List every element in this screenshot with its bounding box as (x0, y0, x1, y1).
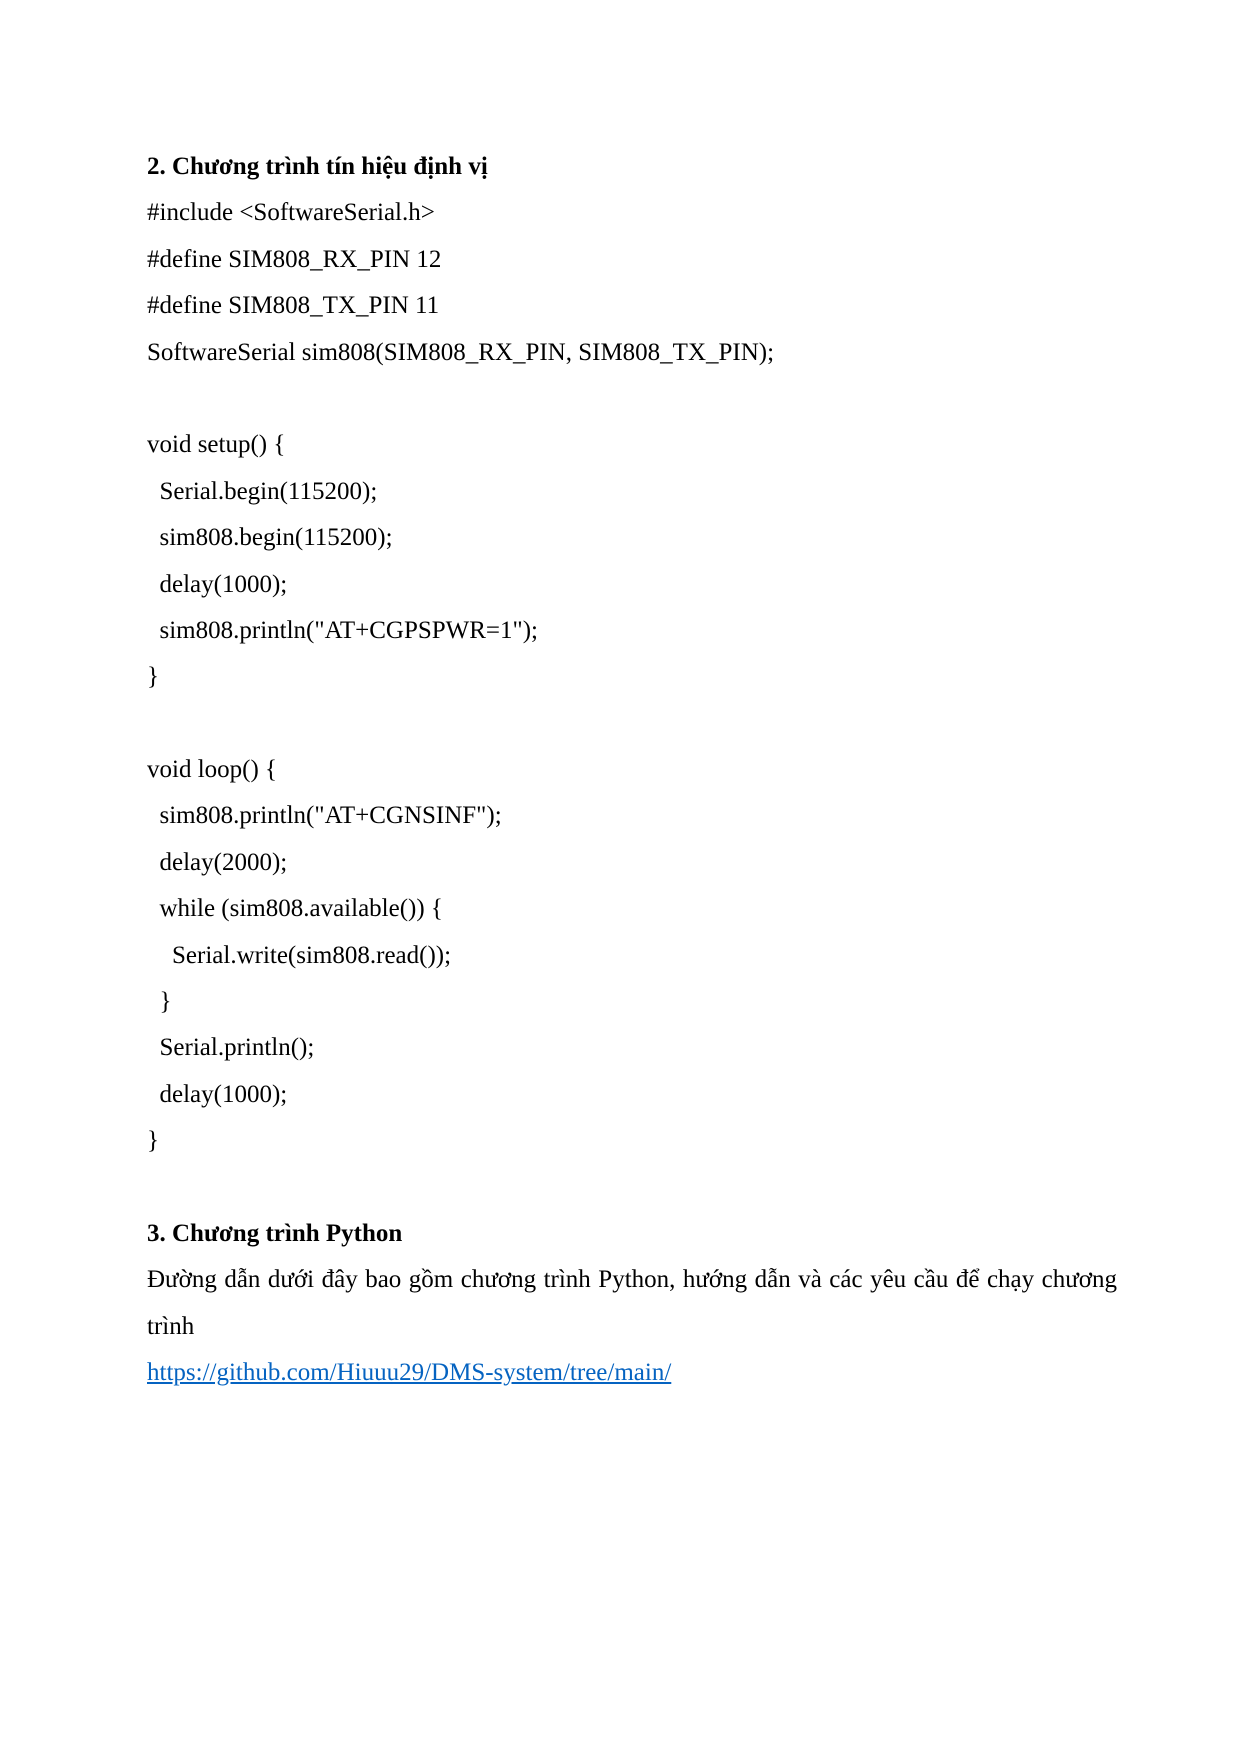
page-content (147, 144, 1117, 1397)
code-line: while (sim808.available()) { (147, 895, 443, 923)
code-line: sim808.println("AT+CGNSINF"); (147, 802, 502, 830)
code-line: SoftwareSerial sim808(SIM808_RX_PIN, SIM808_TX_PIN); (147, 338, 775, 366)
github-link[interactable]: https://github.com/Hiuuu29/DMS-system/tree/main/ (147, 1359, 672, 1387)
code-line: #define SIM808_TX_PIN 11 (147, 292, 440, 320)
section-3-paragraph: Đường dẫn dưới đây bao gồm chương trình Python, hướng dẫn và các yêu cầu để chạy chương trình (147, 1266, 1117, 1340)
code-block (147, 190, 1117, 1164)
code-line (147, 701, 1117, 747)
code-line: sim808.begin(115200); (147, 524, 393, 552)
section-2-heading: 2. Chương trình tín hiệu định vị (147, 153, 488, 180)
spacer (147, 1165, 1117, 1211)
code-line: Serial.println(); (147, 1034, 315, 1062)
code-line: delay(1000); (147, 570, 288, 598)
code-line: } (147, 988, 172, 1016)
code-line (147, 376, 1117, 422)
code-line: delay(1000); (147, 1080, 288, 1108)
section-3-heading: 3. Chương trình Python (147, 1219, 403, 1247)
code-line: Serial.write(sim808.read()); (147, 941, 452, 969)
code-line: sim808.println("AT+CGPSPWR=1"); (147, 616, 539, 644)
code-line: } (147, 663, 159, 691)
code-line: } (147, 1127, 159, 1155)
link-line (147, 1350, 1117, 1396)
code-line: #include <SoftwareSerial.h> (147, 199, 435, 227)
code-line: void loop() { (147, 756, 278, 784)
code-line: void setup() { (147, 431, 286, 459)
code-line: #define SIM808_RX_PIN 12 (147, 245, 442, 273)
code-line: Serial.begin(115200); (147, 477, 378, 505)
code-line: delay(2000); (147, 848, 288, 876)
